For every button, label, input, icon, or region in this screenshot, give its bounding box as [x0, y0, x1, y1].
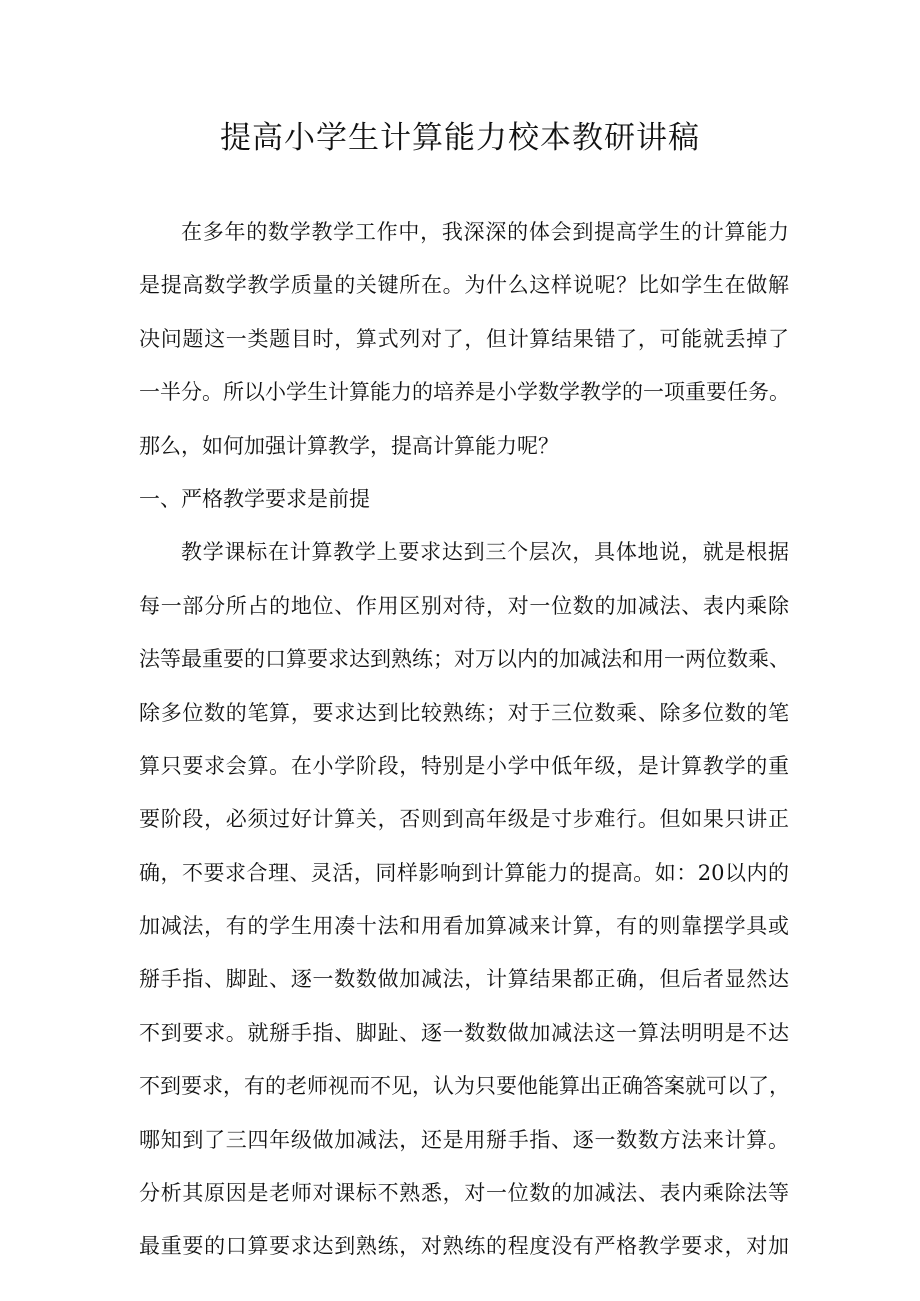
paragraph-line: 不到要求，有的老师视而不见，认为只要他能算出正确答案就可以了， — [139, 1074, 790, 1099]
paragraph-line: 哪知到了三四年级做加减法，还是用掰手指、逐一数数方法来计算。 — [139, 1127, 789, 1152]
paragraph-line: 要阶段，必须过好计算关，否则到高年级是寸步难行。但如果只讲正 — [139, 807, 789, 832]
document-title: 提高小学生计算能力校本教研讲稿 — [220, 120, 700, 156]
paragraph-line: 那么，如何加强计算教学，提高计算能力呢？ — [139, 433, 559, 458]
paragraph-line: 算只要求会算。在小学阶段，特别是小学中低年级，是计算教学的重 — [139, 753, 789, 778]
paragraph-line: 不到要求。就掰手指、脚趾、逐一数数做加减法这一算法明明是不达 — [139, 1020, 789, 1045]
paragraph-line: 决问题这一类题目时，算式列对了，但计算结果错了，可能就丢掉了 — [139, 326, 789, 351]
paragraph-line: 每一部分所占的地位、作用区别对待，对一位数的加减法、表内乘除 — [139, 593, 789, 618]
paragraph-line: 最重要的口算要求达到熟练，对熟练的程度没有严格教学要求，对加 — [139, 1234, 789, 1259]
paragraph-line: 一半分。所以小学生计算能力的培养是小学数学教学的一项重要任务。 — [139, 380, 790, 405]
document-body — [139, 206, 789, 1274]
paragraph-line: 除多位数的笔算，要求达到比较熟练；对于三位数乘、除多位数的笔 — [139, 700, 789, 725]
paragraph-line: 确，不要求合理、灵活，同样影响到计算能力的提高。如：20以内的 — [139, 860, 789, 885]
paragraph-line: 加减法，有的学生用凑十法和用看加算减来计算，有的则靠摆学具或 — [139, 914, 789, 939]
paragraph-line: 掰手指、脚趾、逐一数数做加减法，计算结果都正确，但后者显然达 — [139, 967, 789, 992]
paragraph-line: 是提高数学教学质量的关键所在。为什么这样说呢？比如学生在做解 — [139, 273, 789, 298]
paragraph-line: 教学课标在计算教学上要求达到三个层次，具体地说，就是根据 — [181, 540, 789, 565]
section-heading: 一、严格教学要求是前提 — [139, 486, 370, 511]
paragraph-line: 法等最重要的口算要求达到熟练；对万以内的加减法和用一两位数乘、 — [139, 647, 790, 672]
paragraph-line: 在多年的数学教学工作中，我深深的体会到提高学生的计算能力 — [181, 220, 789, 244]
paragraph-line: 分析其原因是老师对课标不熟悉，对一位数的加减法、表内乘除法等 — [139, 1181, 789, 1206]
